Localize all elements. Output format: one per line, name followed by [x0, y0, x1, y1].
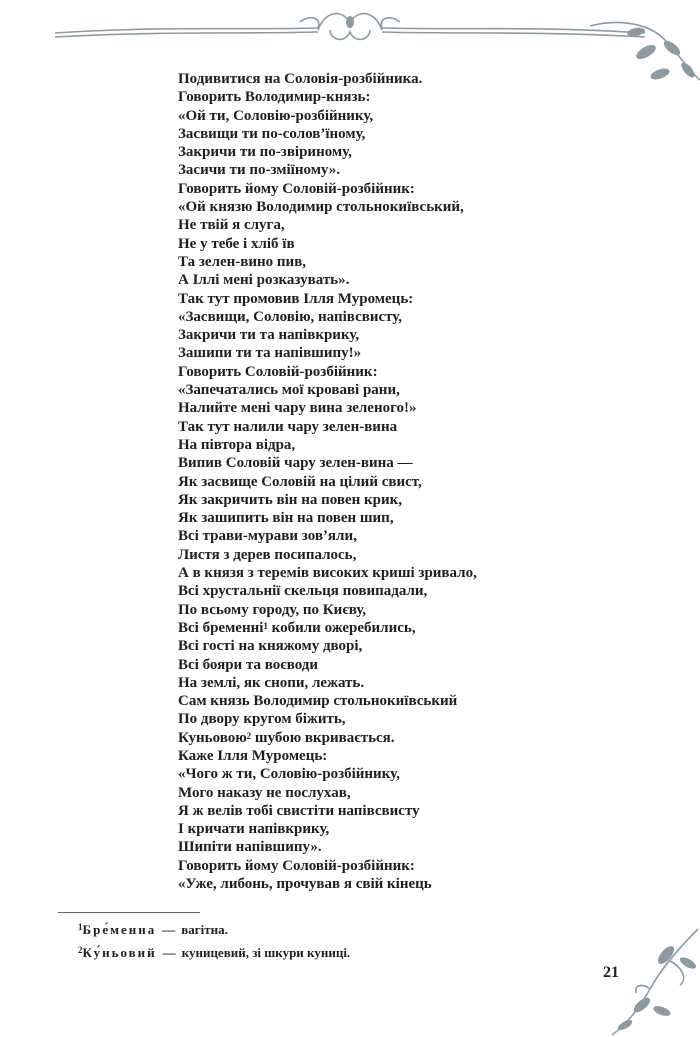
poem-line: «Засвищи, Соловію, напівсвисту, — [178, 308, 403, 325]
poem-line: Не у тебе і хліб їв — [178, 235, 295, 252]
poem-line: Шипіти напівшипу». — [178, 839, 322, 856]
poem-line: Зашипи ти та напівшипу!» — [178, 345, 362, 362]
poem-line-footnoted — [178, 619, 658, 637]
poem-line: Подивитися на Соловія-розбійника. — [178, 71, 423, 87]
poem-line: Налийте мені чару вина зеленого!» — [178, 400, 417, 417]
poem-line: По двору кругом біжить, — [178, 711, 346, 728]
poem-line: «Чого ж ти, Соловію-розбійнику, — [178, 766, 400, 783]
poem-line: Не твій я слуга, — [178, 217, 285, 234]
poem-line-footnoted — [178, 729, 658, 747]
poem-line: Так тут налили чару зелен-вина — [178, 418, 398, 435]
poem-line: Сам князь Володимир стольнокиївський — [178, 693, 458, 710]
poem-line: «Запечатались мої кроваві рани, — [178, 382, 400, 399]
poem-line: Засвищи ти по-солов’їному, — [178, 125, 366, 142]
poem-line: Всі хрустальнії скельця повипадали, — [178, 583, 428, 600]
poem-line: Всі бояри та воєводи — [178, 656, 319, 673]
poem-line-text: Куньовою — [178, 729, 247, 746]
footnote-1 — [78, 918, 350, 941]
poem-line: Так тут промовив Ілля Муромець: — [178, 290, 414, 307]
poem-line: А в князя з теремів високих криші зривало, — [178, 565, 477, 582]
poem-line: Закричи ти та напівкрику, — [178, 327, 360, 344]
footnote-mark: 1 — [78, 922, 83, 932]
poem-line: І кричати напівкрику, — [178, 821, 330, 838]
footnote-definition: куницевий, зі шкури куниці. — [181, 945, 351, 960]
poem-line: Говорить Соловій-розбійник: — [178, 363, 378, 380]
poem-line: Як засвище Соловій на цілий свист, — [178, 473, 422, 490]
footnote-reference: 1 — [263, 620, 268, 631]
poem-line: Як зашипить він на повен шип, — [178, 510, 394, 527]
poem-line: Всі гості на княжому дворі, — [178, 638, 363, 655]
footnote-term: Бре́менна — [82, 922, 157, 937]
poem-line: Листя з дерев посипалось, — [178, 546, 357, 563]
footnote-dash: — — [162, 922, 176, 937]
poem-line: Випив Соловій чару зелен-вина — — [178, 455, 413, 472]
poem-line: На землі, як снопи, лежать. — [178, 674, 365, 691]
footnotes — [78, 918, 350, 964]
poem-line: Я ж велів тобі свистіти напівсвисту — [178, 802, 420, 819]
footnote-reference: 2 — [246, 730, 252, 741]
footnote-2 — [78, 941, 350, 964]
footnote-dash: — — [162, 945, 176, 960]
page-number: 21 — [603, 964, 619, 981]
poem-line: Та зелен-вино пив, — [178, 253, 307, 270]
poem-line-text: кобили ожеребились, — [267, 619, 416, 636]
footnote-divider — [58, 912, 200, 913]
bottom-ornament-decoration — [570, 927, 700, 1037]
poem-line: Закричи ти по-звіриному, — [178, 144, 352, 161]
poem-line: «Ой князю Володимир стольнокиївський, — [178, 199, 464, 216]
footnote-mark: 2 — [78, 945, 83, 955]
poem-line: Говорить йому Соловій-розбійник: — [178, 180, 415, 197]
poem-line: Всі трави-мурави зов’яли, — [178, 528, 357, 545]
poem-line: На півтора відра, — [178, 436, 296, 453]
poem-line-text: Всі бременні — [178, 619, 264, 636]
poem-text — [178, 70, 658, 893]
poem-line: Засичи ти по-зміїному». — [178, 162, 341, 179]
poem-line: А Іллі мені розказувать». — [178, 272, 350, 289]
poem-line: Як закричить він на повен крик, — [178, 491, 403, 508]
poem-line: Мого наказу не послухав, — [178, 784, 351, 801]
footnote-definition: вагітна. — [181, 922, 228, 937]
poem-line: «Уже, либонь, прочував я свій кінець — [178, 876, 432, 893]
poem-line: По всьому городу, по Києву, — [178, 601, 367, 618]
poem-line: «Ой ти, Соловію-розбійнику, — [178, 107, 374, 124]
poem-line: Говорить йому Соловій-розбійник: — [178, 857, 415, 874]
poem-line-text: шубою вкривається. — [251, 729, 395, 746]
poem-line: Каже Ілля Муромець: — [178, 747, 328, 764]
footnote-term: Ку́ньовий — [82, 945, 157, 960]
poem-line: Говорить Володимир-князь: — [178, 89, 371, 106]
